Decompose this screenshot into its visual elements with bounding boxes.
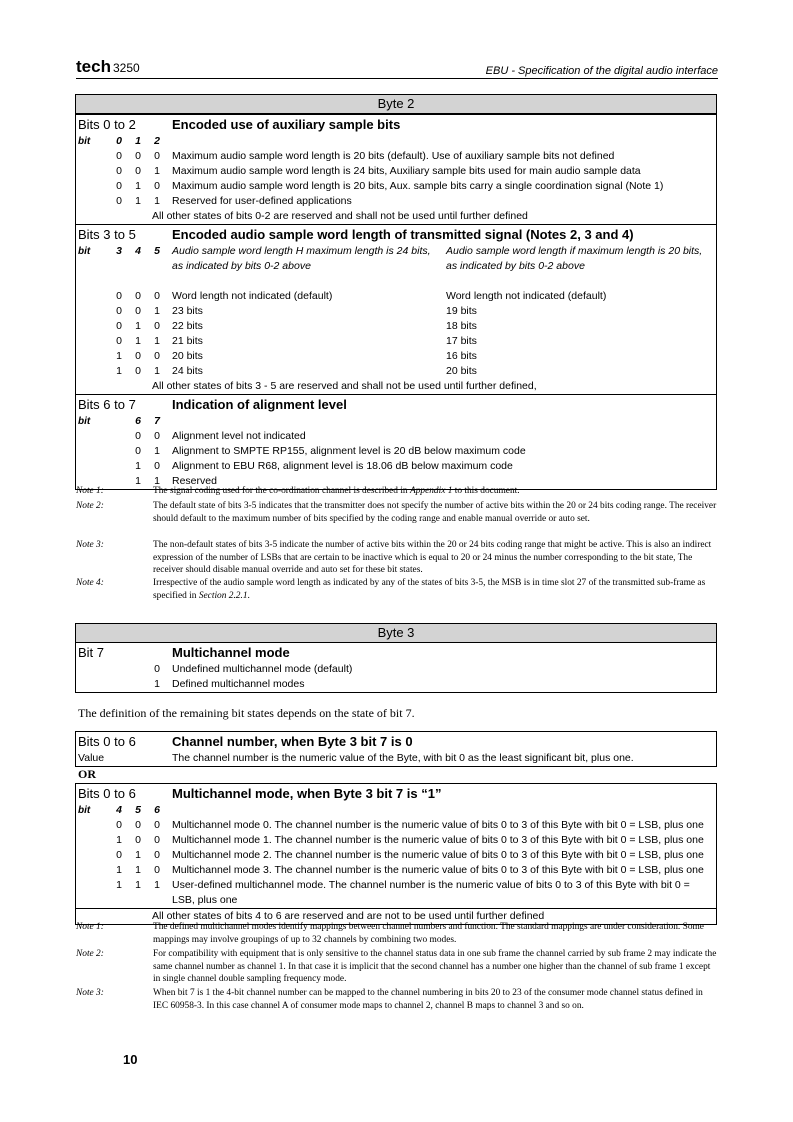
section-label: Bit 7 <box>78 645 105 660</box>
bit-value: 1 <box>116 834 122 846</box>
table-row <box>76 459 716 474</box>
table-row <box>76 833 716 848</box>
bit-number: 6 <box>154 804 160 816</box>
bit-value: 0 <box>116 849 122 861</box>
document-title: EBU - Specification of the digital audio interface <box>485 65 718 77</box>
bit-value: 0 <box>154 834 160 846</box>
bit-value: 1 <box>154 335 160 347</box>
bit-header-label: bit <box>78 136 91 147</box>
bit-value: 0 <box>116 290 122 302</box>
bit-number: 5 <box>135 804 141 816</box>
bit-value: 0 <box>154 180 160 192</box>
body-paragraph: The definition of the remaining bit states depends on the state of bit 7. <box>78 706 415 720</box>
row-description: 23 bits <box>172 305 203 317</box>
footnote <box>76 500 718 525</box>
bit-number: 6 <box>135 415 141 427</box>
bit-value: 0 <box>135 350 141 362</box>
bit-value: 0 <box>135 430 141 442</box>
table-row <box>76 349 716 364</box>
section-footer: All other states of bits 4 to 6 are reserved and are not to be used until further defined <box>152 910 545 922</box>
footnote-label: Note 1: <box>76 486 104 496</box>
bit-value: 1 <box>135 475 141 487</box>
bit-value: 1 <box>135 335 141 347</box>
table-row <box>76 848 716 863</box>
bit-header-label: bit <box>78 246 91 257</box>
bit-value: 1 <box>154 165 160 177</box>
column-a-header: Audio sample word length H maximum length is 24 bits, <box>172 245 431 257</box>
table-row <box>76 179 716 194</box>
row-description: Reserved <box>172 475 217 487</box>
table-row <box>76 677 716 692</box>
footnote-text: The default state of bits 3-5 indicates that the transmitter does not specify the number of active bits within the 20 or 24 bits coding range. The receiver should default to the maximum number of bits specified by the coding range and enable manual override or auto set. <box>153 501 717 524</box>
section-title: Encoded use of auxiliary sample bits <box>172 117 401 132</box>
table-row <box>76 149 716 164</box>
footnote <box>76 987 718 1012</box>
page-header <box>76 56 718 79</box>
brand-label: tech 3250 <box>76 57 140 76</box>
section-title: Channel number, when Byte 3 bit 7 is 0 <box>172 734 413 749</box>
footnote-text: Irrespective of the audio sample word length as indicated by any of the states of bits 3-5, the MSB is in time slot 27 of the transmitted sub-frame as specified in Section 2.2.1. <box>153 578 706 601</box>
bit-number: 3 <box>116 245 122 257</box>
table-row <box>76 319 716 334</box>
bit-value: 1 <box>154 445 160 457</box>
table-row <box>76 662 716 677</box>
bit-value: 1 <box>116 879 122 891</box>
section-title: Multichannel mode, when Byte 3 bit 7 is “1” <box>172 786 442 801</box>
bit-number: 7 <box>154 415 160 427</box>
byte2-table <box>75 94 717 490</box>
bit-value: 1 <box>154 475 160 487</box>
row-description: Alignment to EBU R68, alignment level is 18.06 dB below maximum code <box>172 460 513 472</box>
bit-value: 0 <box>116 819 122 831</box>
byte2-heading: Byte 2 <box>76 95 716 114</box>
table-row <box>76 304 716 319</box>
row-description: Word length not indicated (default) <box>172 290 333 302</box>
byte3-table <box>75 623 717 693</box>
bit-value: 0 <box>154 819 160 831</box>
bit-value: 0 <box>135 150 141 162</box>
bit-value: 1 <box>135 864 141 876</box>
byte3-heading: Byte 3 <box>76 624 716 643</box>
bit-value: 0 <box>154 864 160 876</box>
bit-value: 0 <box>116 320 122 332</box>
bit-value: 0 <box>116 150 122 162</box>
table-row <box>76 878 716 893</box>
row-description: Maximum audio sample word length is 20 bits, Aux. sample bits carry a single coordination signal (Note 1) <box>172 180 664 192</box>
row-description: 22 bits <box>172 320 203 332</box>
table-row <box>76 444 716 459</box>
table-row <box>76 164 716 179</box>
row-description: Alignment level not indicated <box>172 430 306 442</box>
bit-value: 0 <box>116 305 122 317</box>
bit-value: 1 <box>116 365 122 377</box>
bit-value: 1 <box>116 864 122 876</box>
bit-value: 0 <box>154 460 160 472</box>
bit-value: 1 <box>135 320 141 332</box>
value-text: The channel number is the numeric value of the Byte, with bit 0 as the least significant bit, plus one. <box>172 752 634 764</box>
bit-number: 5 <box>154 245 160 257</box>
column-b-subheader: as indicated by bits 0-2 above <box>446 260 585 272</box>
bit-value: 0 <box>135 165 141 177</box>
bit-value: 0 <box>116 165 122 177</box>
table-row <box>76 289 716 304</box>
byte2-bits-6-7 <box>76 394 716 489</box>
bit-value: 0 <box>154 350 160 362</box>
bit-value: 0 <box>135 305 141 317</box>
row-description: 21 bits <box>172 335 203 347</box>
footnote-label: Note 2: <box>76 501 104 511</box>
column-b-header: Audio sample word length if maximum length is 20 bits, <box>446 245 703 257</box>
footnote-text: When bit 7 is 1 the 4-bit channel number can be mapped to the channel numbering in bits 20 to 23 of the consumer mode channel status defined in IEC 60958-3. In this case channel A of consumer mode maps to channel 2, channel B maps to channel 3 and so on. <box>153 988 703 1011</box>
footnote <box>76 921 718 946</box>
row-description: 24 bits <box>172 365 203 377</box>
bit-value: 1 <box>154 195 160 207</box>
bit-value: 1 <box>116 350 122 362</box>
footnote-text: The non-default states of bits 3-5 indicate the number of active bits within the 20 or 24 bits coding range that might be active. This is also an indirect expression of the number of LSBs that are certain to be inactive which is equal to 20 or 24 minus the number corresponding to the bit state, The receiver should disable manual override and auto set for these bit states. <box>153 540 712 575</box>
section-title: Indication of alignment level <box>172 397 347 412</box>
footnote <box>76 948 718 986</box>
bit-header-label: bit <box>78 416 91 427</box>
bit-number: 0 <box>116 135 122 147</box>
bit-value: 0 <box>135 365 141 377</box>
row-description: Alignment to SMPTE RP155, alignment level is 20 dB below maximum code <box>172 445 526 457</box>
footnote-text: The defined multichannel modes identify mappings between channel numbers and function. The standard mappings are under consideration. Some mappings may involve groupings of up to 32 channels by combining two modes. <box>153 922 704 945</box>
bit-value: 0 <box>135 834 141 846</box>
bit-value: 1 <box>135 460 141 472</box>
bit-number: 1 <box>135 135 141 147</box>
footnote-label: Note 3: <box>76 540 104 550</box>
bit-value: 0 <box>154 849 160 861</box>
bit-number: 4 <box>116 804 122 816</box>
row-description: Reserved for user-defined applications <box>172 195 352 207</box>
bit-value: 1 <box>154 365 160 377</box>
table-row <box>76 334 716 349</box>
section-title: Multichannel mode <box>172 645 290 660</box>
byte2-bits-3-5 <box>76 224 716 394</box>
section-title: Encoded audio sample word length of transmitted signal (Notes 2, 3 and 4) <box>172 227 634 242</box>
column-a-subheader: as indicated by bits 0-2 above <box>172 260 311 272</box>
section-label: Bits 0 to 6 <box>78 786 136 801</box>
byte2-bits-0-2 <box>76 114 716 224</box>
row-description-alt: 20 bits <box>446 365 477 377</box>
section-label: Bits 6 to 7 <box>78 397 136 412</box>
bit-value: 1 <box>135 180 141 192</box>
row-description: Maximum audio sample word length is 20 bits (default). Use of auxiliary sample bits not defined <box>172 150 615 162</box>
bit-value: 0 <box>116 335 122 347</box>
bit-value: 0 <box>116 180 122 192</box>
bit-number: 2 <box>154 135 160 147</box>
row-description-alt: 17 bits <box>446 335 477 347</box>
table-row <box>76 429 716 444</box>
table-row <box>76 863 716 878</box>
channel-number-table <box>75 731 717 767</box>
footnote-reference: Appendix 1 <box>409 486 453 496</box>
bit-value: 0 <box>154 290 160 302</box>
footnote <box>76 539 718 577</box>
bit-value: 0 <box>154 663 160 675</box>
section-label: Bits 3 to 5 <box>78 227 136 242</box>
bit-value: 1 <box>135 195 141 207</box>
footnote-label: Note 2: <box>76 949 104 959</box>
section-footer: All other states of bits 0-2 are reserved and shall not be used until further defined <box>152 210 528 222</box>
bit-value: 0 <box>154 430 160 442</box>
row-description: Defined multichannel modes <box>172 678 305 690</box>
bit-number: 4 <box>135 245 141 257</box>
footnote-label: Note 4: <box>76 578 104 588</box>
row-description: Undefined multichannel mode (default) <box>172 663 353 675</box>
bit-value: 1 <box>154 879 160 891</box>
table-row-continuation <box>76 893 716 908</box>
page-number: 10 <box>123 1052 138 1067</box>
footnote <box>76 485 718 498</box>
row-description: Multichannel mode 1. The channel number is the numeric value of bits 0 to 3 of this Byte with bit 0 = LSB, plus one <box>172 834 704 846</box>
row-description: Multichannel mode 0. The channel number is the numeric value of bits 0 to 3 of this Byte with bit 0 = LSB, plus one <box>172 819 704 831</box>
row-description-alt: Word length not indicated (default) <box>446 290 607 302</box>
row-description: 20 bits <box>172 350 203 362</box>
table-row <box>76 818 716 833</box>
row-description: Multichannel mode 3. The channel number is the numeric value of bits 0 to 3 of this Byte with bit 0 = LSB, plus one <box>172 864 704 876</box>
bit-value: 1 <box>135 849 141 861</box>
footnote <box>76 577 718 602</box>
multichannel-table <box>75 783 717 925</box>
section-label: Bits 0 to 2 <box>78 117 136 132</box>
bit-value: 1 <box>154 305 160 317</box>
bit-value: 1 <box>135 879 141 891</box>
table-row <box>76 194 716 209</box>
bit-header-label: bit <box>78 805 91 816</box>
row-description-alt: 19 bits <box>446 305 477 317</box>
row-description-alt: 18 bits <box>446 320 477 332</box>
row-description-alt: 16 bits <box>446 350 477 362</box>
row-description: Multichannel mode 2. The channel number is the numeric value of bits 0 to 3 of this Byte with bit 0 = LSB, plus one <box>172 849 704 861</box>
value-label: Value <box>78 752 105 764</box>
row-description: User-defined multichannel mode. The channel number is the numeric value of bits 0 to 3 of this Byte with bit 0 = <box>172 879 690 891</box>
row-description: LSB, plus one <box>172 894 238 906</box>
section-label: Bits 0 to 6 <box>78 734 136 749</box>
bit-value: 0 <box>116 195 122 207</box>
footnote-text: The signal coding used for the co-ordination channel is described in Appendix 1 to this document. <box>153 486 520 496</box>
bit-value: 0 <box>154 320 160 332</box>
bit-value: 0 <box>135 819 141 831</box>
bit-value: 1 <box>154 678 160 690</box>
footnote-label: Note 1: <box>76 922 104 932</box>
footnote-reference: Section 2.2.1 <box>198 590 248 601</box>
table-row <box>76 364 716 379</box>
footnote-label: Note 3: <box>76 988 104 998</box>
footnote-text: For compatibility with equipment that is only sensitive to the channel status data in one sub frame the channel carried by sub frame 2 may indicate the same channel number as channel 1. In that case it is implicit that the second channel has a number one higher than the channel of sub frame 1 except in single channel double sampling frequency mode. <box>153 949 717 984</box>
bit-value: 0 <box>154 150 160 162</box>
section-footer: All other states of bits 3 - 5 are reserved and shall not be used until further defined, <box>152 380 537 392</box>
row-description: Maximum audio sample word length is 24 bits, Auxiliary sample bits used for main audio sample data <box>172 165 641 177</box>
bit-value: 0 <box>135 445 141 457</box>
or-separator: OR <box>78 767 96 781</box>
bit-value: 0 <box>135 290 141 302</box>
